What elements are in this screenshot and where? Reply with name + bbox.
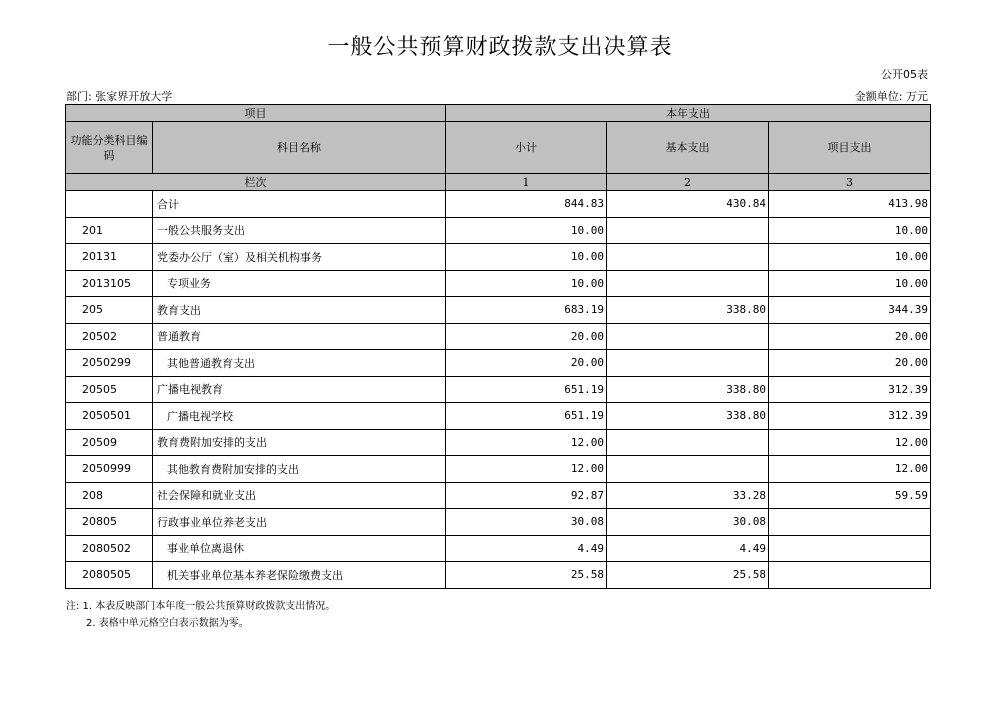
cell-basic bbox=[607, 429, 769, 456]
table-row bbox=[66, 270, 931, 297]
table-row bbox=[66, 191, 931, 218]
cell-subtotal: 10.00 bbox=[446, 217, 607, 244]
cell-name: 专项业务 bbox=[153, 270, 446, 297]
cell-subtotal: 10.00 bbox=[446, 270, 607, 297]
cell-name: 普通教育 bbox=[153, 323, 446, 350]
cell-project: 20.00 bbox=[769, 323, 931, 350]
cell-code: 2080502 bbox=[66, 535, 153, 562]
table-row bbox=[66, 376, 931, 403]
header-col-3: 3 bbox=[769, 174, 931, 191]
cell-code: 2013105 bbox=[66, 270, 153, 297]
cell-code: 20131 bbox=[66, 244, 153, 271]
form-code: 公开05表 bbox=[881, 68, 928, 81]
cell-code: 2050299 bbox=[66, 350, 153, 377]
cell-name: 社会保障和就业支出 bbox=[153, 482, 446, 509]
cell-subtotal: 30.08 bbox=[446, 509, 607, 536]
table-row bbox=[66, 217, 931, 244]
cell-subtotal: 25.58 bbox=[446, 562, 607, 589]
page-title: 一般公共预算财政拨款支出决算表 bbox=[327, 35, 673, 60]
cell-name: 事业单位离退休 bbox=[153, 535, 446, 562]
cell-subtotal: 10.00 bbox=[446, 244, 607, 271]
cell-basic bbox=[607, 244, 769, 271]
expenditure-table bbox=[65, 104, 931, 589]
cell-subtotal: 92.87 bbox=[446, 482, 607, 509]
cell-subtotal: 651.19 bbox=[446, 403, 607, 430]
cell-name: 教育支出 bbox=[153, 297, 446, 324]
cell-project: 344.39 bbox=[769, 297, 931, 324]
cell-project: 10.00 bbox=[769, 270, 931, 297]
department-label: 部门: 张家界开放大学 bbox=[66, 90, 173, 103]
cell-project: 312.39 bbox=[769, 376, 931, 403]
table-row bbox=[66, 562, 931, 589]
cell-name: 教育费附加安排的支出 bbox=[153, 429, 446, 456]
cell-project: 10.00 bbox=[769, 244, 931, 271]
cell-basic bbox=[607, 323, 769, 350]
cell-project: 10.00 bbox=[769, 217, 931, 244]
cell-name: 合计 bbox=[153, 191, 446, 218]
footnote-1: 注: 1. 本表反映部门本年度一般公共预算财政拨款支出情况。 bbox=[66, 601, 336, 612]
cell-name: 广播电视教育 bbox=[153, 376, 446, 403]
header-subtotal: 小计 bbox=[446, 122, 607, 174]
cell-basic: 4.49 bbox=[607, 535, 769, 562]
table-row bbox=[66, 297, 931, 324]
cell-project: 59.59 bbox=[769, 482, 931, 509]
table-row bbox=[66, 482, 931, 509]
cell-name: 广播电视学校 bbox=[153, 403, 446, 430]
cell-code: 205 bbox=[66, 297, 153, 324]
table-row bbox=[66, 323, 931, 350]
cell-code: 20502 bbox=[66, 323, 153, 350]
header-subject-name: 科目名称 bbox=[153, 122, 446, 174]
cell-project: 20.00 bbox=[769, 350, 931, 377]
footnote-2: 2. 表格中单元格空白表示数据为零。 bbox=[86, 618, 249, 629]
cell-code: 201 bbox=[66, 217, 153, 244]
unit-label: 金额单位: 万元 bbox=[854, 90, 928, 103]
cell-subtotal: 683.19 bbox=[446, 297, 607, 324]
cell-basic bbox=[607, 217, 769, 244]
cell-basic: 338.80 bbox=[607, 376, 769, 403]
header-col-1: 1 bbox=[446, 174, 607, 191]
footnotes bbox=[66, 598, 335, 632]
cell-basic: 430.84 bbox=[607, 191, 769, 218]
cell-subtotal: 4.49 bbox=[446, 535, 607, 562]
cell-code: 2050501 bbox=[66, 403, 153, 430]
table-row bbox=[66, 350, 931, 377]
cell-project: 312.39 bbox=[769, 403, 931, 430]
cell-subtotal: 20.00 bbox=[446, 350, 607, 377]
cell-subtotal: 12.00 bbox=[446, 456, 607, 483]
cell-code bbox=[66, 191, 153, 218]
cell-code: 2050999 bbox=[66, 456, 153, 483]
header-project: 项目 bbox=[66, 105, 446, 122]
cell-code: 20505 bbox=[66, 376, 153, 403]
cell-name: 行政事业单位养老支出 bbox=[153, 509, 446, 536]
cell-project: 12.00 bbox=[769, 456, 931, 483]
cell-basic: 25.58 bbox=[607, 562, 769, 589]
header-func-code: 功能分类科目编码 bbox=[66, 122, 153, 174]
cell-code: 20805 bbox=[66, 509, 153, 536]
table-row bbox=[66, 535, 931, 562]
cell-basic: 338.80 bbox=[607, 297, 769, 324]
header-project-exp: 项目支出 bbox=[769, 122, 931, 174]
cell-project bbox=[769, 562, 931, 589]
table-row bbox=[66, 244, 931, 271]
cell-basic bbox=[607, 350, 769, 377]
cell-code: 208 bbox=[66, 482, 153, 509]
cell-project: 413.98 bbox=[769, 191, 931, 218]
cell-project bbox=[769, 535, 931, 562]
cell-subtotal: 12.00 bbox=[446, 429, 607, 456]
cell-basic: 338.80 bbox=[607, 403, 769, 430]
header-col-2: 2 bbox=[607, 174, 769, 191]
table-row bbox=[66, 456, 931, 483]
cell-project: 12.00 bbox=[769, 429, 931, 456]
table-row bbox=[66, 429, 931, 456]
cell-basic bbox=[607, 270, 769, 297]
cell-code: 20509 bbox=[66, 429, 153, 456]
cell-name: 一般公共服务支出 bbox=[153, 217, 446, 244]
header-basic: 基本支出 bbox=[607, 122, 769, 174]
cell-name: 党委办公厅（室）及相关机构事务 bbox=[153, 244, 446, 271]
cell-name: 其他教育费附加安排的支出 bbox=[153, 456, 446, 483]
table-row bbox=[66, 509, 931, 536]
header-this-year: 本年支出 bbox=[446, 105, 931, 122]
cell-code: 2080505 bbox=[66, 562, 153, 589]
cell-basic: 33.28 bbox=[607, 482, 769, 509]
table-row bbox=[66, 403, 931, 430]
header-column-order: 栏次 bbox=[66, 174, 446, 191]
cell-basic: 30.08 bbox=[607, 509, 769, 536]
cell-name: 机关事业单位基本养老保险缴费支出 bbox=[153, 562, 446, 589]
cell-subtotal: 844.83 bbox=[446, 191, 607, 218]
cell-subtotal: 20.00 bbox=[446, 323, 607, 350]
cell-basic bbox=[607, 456, 769, 483]
cell-subtotal: 651.19 bbox=[446, 376, 607, 403]
cell-project bbox=[769, 509, 931, 536]
cell-name: 其他普通教育支出 bbox=[153, 350, 446, 377]
